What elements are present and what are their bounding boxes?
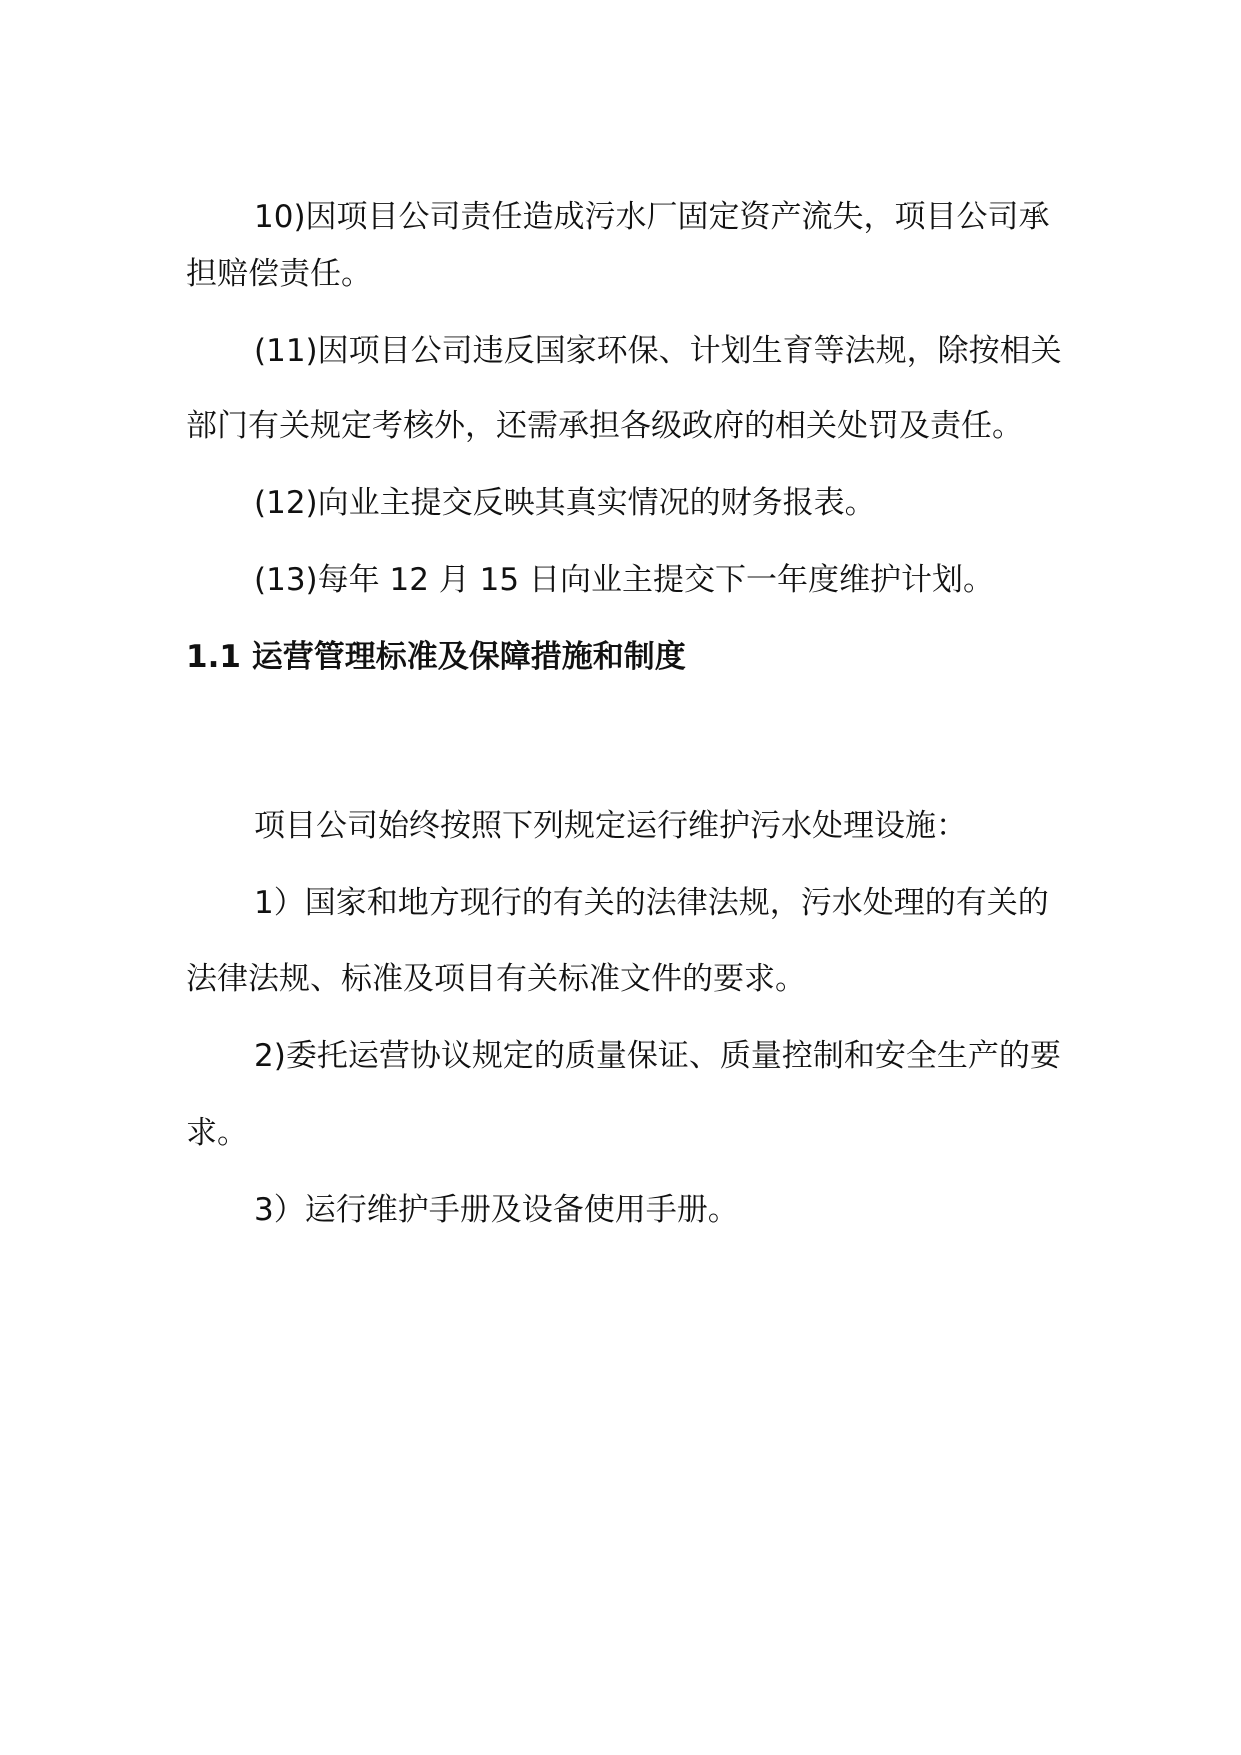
clause-11-line-1: (11)因项目公司违反国家环保、计划生育等法规，除按相关 bbox=[254, 333, 1062, 369]
section-heading: 1.1 运营管理标准及保障措施和制度 bbox=[186, 639, 686, 675]
clause-10-line-1: 10)因项目公司责任造成污水厂固定资产流失，项目公司承 bbox=[254, 199, 1050, 235]
intro-paragraph: 项目公司始终按照下列规定运行维护污水处理设施： bbox=[254, 808, 967, 844]
item-1-line-2: 法律法规、标准及项目有关标准文件的要求。 bbox=[186, 961, 806, 997]
item-2-line-2: 求。 bbox=[186, 1115, 248, 1151]
clause-10-line-2: 担赔偿责任。 bbox=[186, 256, 372, 292]
item-1-line-1: 1）国家和地方现行的有关的法律法规，污水处理的有关的 bbox=[254, 885, 1049, 921]
item-2-line-1: 2)委托运营协议规定的质量保证、质量控制和安全生产的要 bbox=[254, 1038, 1061, 1074]
clause-13: (13)每年 12 月 15 日向业主提交下一年度维护计划。 bbox=[254, 562, 994, 598]
clause-11-line-2: 部门有关规定考核外，还需承担各级政府的相关处罚及责任。 bbox=[186, 408, 1023, 444]
item-3: 3）运行维护手册及设备使用手册。 bbox=[254, 1192, 739, 1228]
clause-12: (12)向业主提交反映其真实情况的财务报表。 bbox=[254, 485, 876, 521]
